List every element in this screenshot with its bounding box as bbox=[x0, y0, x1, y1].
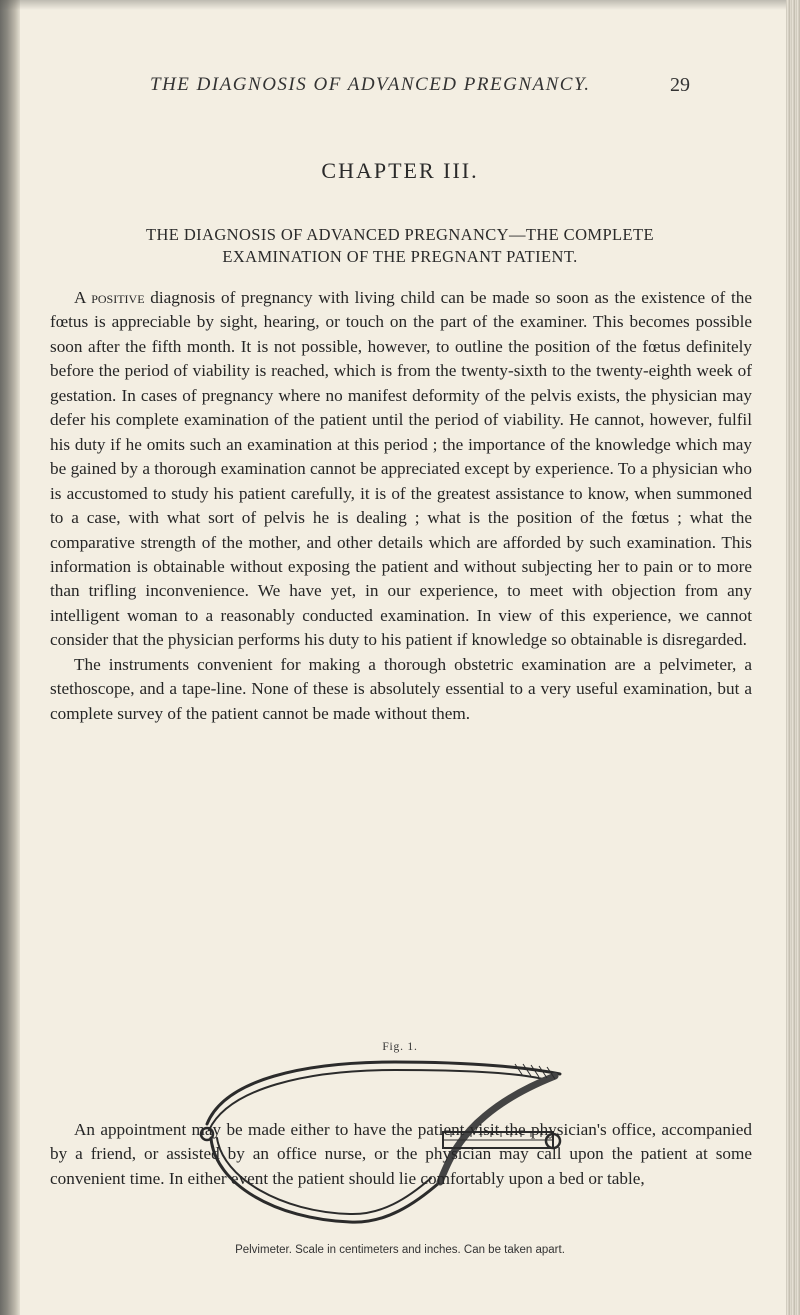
page-number: 29 bbox=[670, 74, 690, 96]
figure-label: Fig. 1. bbox=[382, 1041, 418, 1053]
paragraph-2: The instruments convenient for making a thorough obstetric examination are a pelvimeter, a stethoscope, and a tape-line. None of these is absolutely essential to a very useful examination, but a complete survey of the patient cannot be made without them. bbox=[50, 654, 752, 723]
book-spine-shadow bbox=[0, 0, 20, 1315]
body-text bbox=[50, 286, 752, 726]
paragraph-lead: A positive bbox=[74, 288, 145, 307]
figure-caption: Pelvimeter. Scale in centimeters and inches. Can be taken apart. bbox=[235, 1244, 565, 1256]
chapter-subtitle bbox=[40, 224, 760, 268]
page-edge bbox=[786, 0, 800, 1315]
page-top-shadow bbox=[0, 0, 800, 10]
body-text-continued bbox=[50, 1118, 752, 1191]
paragraph-3: An appointment may be made either to have the patient visit the physician's office, accompanied by a friend, or assisted by an office nurse, or the physician may call upon the patient at some convenient time. In either event the patient should lie comfortably upon a bed or table, bbox=[50, 1120, 752, 1188]
running-head: THE DIAGNOSIS OF ADVANCED PREGNANCY. bbox=[150, 74, 591, 95]
chapter-title: CHAPTER III. bbox=[321, 158, 479, 183]
chapter-subtitle-line-1: THE DIAGNOSIS OF ADVANCED PREGNANCY—THE COMPLETE bbox=[146, 225, 654, 244]
paragraph-1 bbox=[50, 286, 752, 653]
paragraph-1-text: diagnosis of pregnancy with living child can be made so soon as the existence of the fœtus is appreciable by sight, hearing, or touch on the part of the examiner. This becomes possible soon after the fifth month. It is not possible, however, to outline the position of the fœtus definitely before the period of viability is reached, which is from the twenty-sixth to the twenty-eighth week of gestation. In cases of pregnancy where no manifest deformity of the pelvis exists, the physician may defer his complete examination of the patient until the period of viability. He cannot, however, fulfil his duty if he omits such an examination at this period ; the importance of the knowledge which may be gained by a thorough examination cannot be appreciated except by experience. To a physician who is accustomed to study his patient carefully, it is of the greatest assistance to know, when summoned to a case, with what sort of pelvis he is dealing ; what is the position of the fœtus ; what the comparative strength of the mother, and other details which are afforded by such examination. This information is obtainable without exposing the patient and without subjecting her to pain or to more than trifling inconvenience. We have yet, in our experience, to meet with objection from any intelligent woman to a reasonably conducted examination. In view of this experience, we cannot consider that the physician performs his duty to his patient if knowledge so obtainable is disregarded. bbox=[50, 288, 752, 650]
chapter-subtitle-line-2: EXAMINATION OF THE PREGNANT PATIENT. bbox=[222, 247, 578, 266]
